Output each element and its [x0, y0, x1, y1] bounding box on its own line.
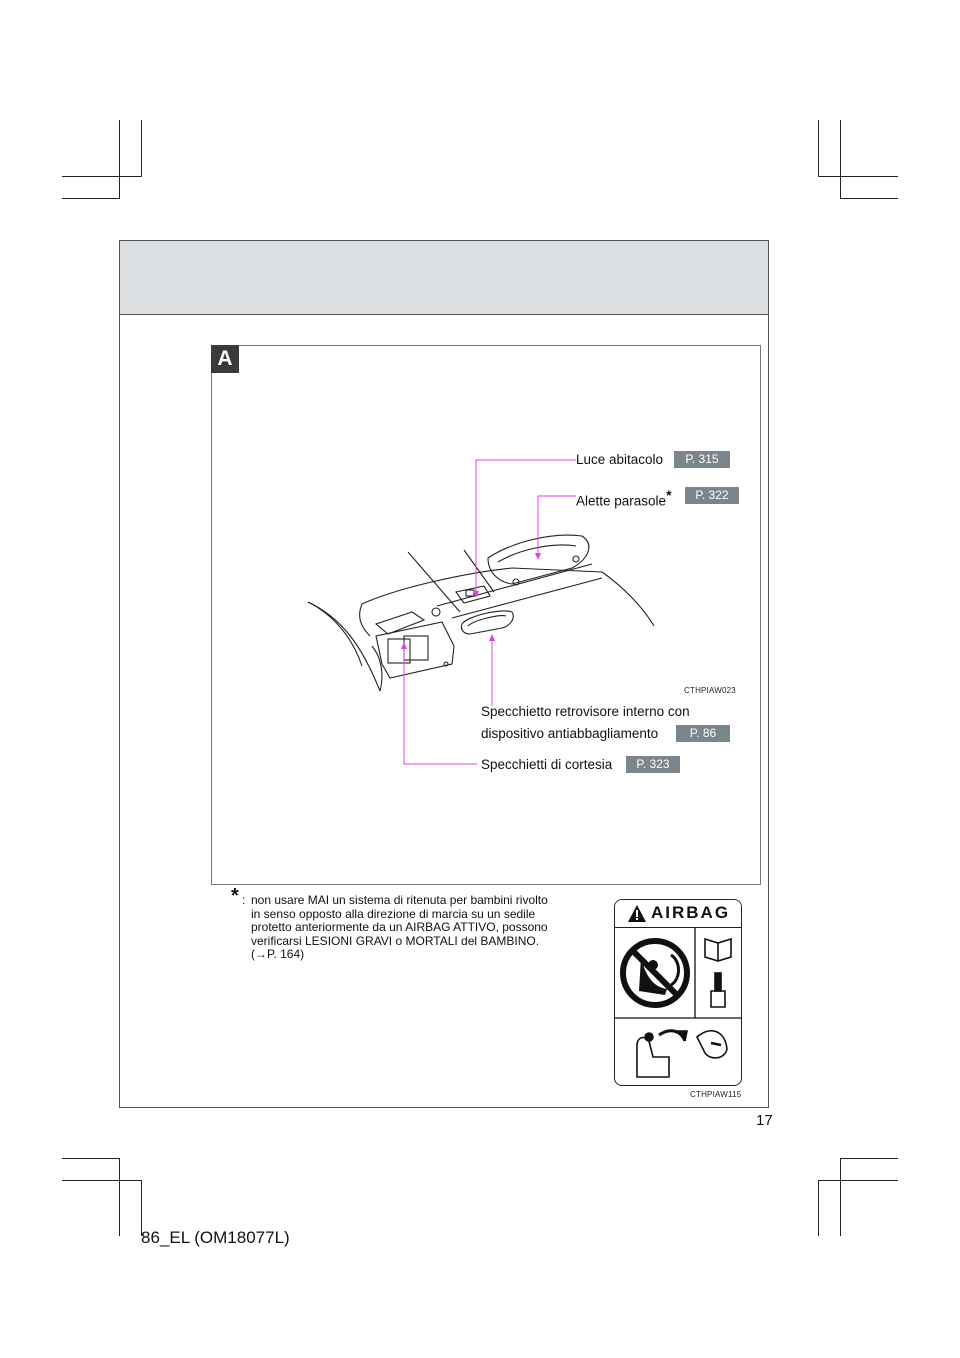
footnote-line: non usare MAI un sistema di ritenuta per bambini rivolto — [251, 893, 548, 907]
airbag-label-header — [615, 900, 741, 928]
seat-airbag-icon — [637, 1031, 727, 1077]
no-child-seat-icon — [623, 941, 687, 1005]
crop-mark — [818, 120, 819, 177]
callout-cortesia-ref[interactable]: P. 323 — [626, 756, 680, 773]
callout-cortesia-label: Specchietti di cortesia — [481, 757, 613, 772]
header-band — [120, 241, 768, 315]
crop-mark — [818, 1180, 898, 1181]
callout-alette-ref[interactable]: P. 322 — [685, 487, 739, 504]
figure-code-interior: CTHPIAW023 — [684, 686, 736, 695]
crop-mark — [818, 1180, 819, 1236]
crop-mark — [119, 120, 120, 198]
crop-mark — [119, 1158, 120, 1236]
airbag-label-pictograms — [615, 927, 741, 1085]
warning-triangle-icon — [627, 904, 647, 923]
crop-mark — [818, 176, 898, 177]
footnote-line: in senso opposto alla direzione di marcia su un sedile — [251, 906, 536, 921]
footnote-line: verificarsi LESIONI GRAVI o MORTALI del BAMBINO. — [251, 933, 540, 948]
crop-mark — [840, 1158, 898, 1159]
crop-mark — [840, 1158, 841, 1236]
footnote-star: * — [231, 885, 239, 907]
interior-illustration — [212, 346, 760, 884]
callout-luce-ref[interactable]: P. 315 — [674, 451, 730, 468]
section-letter: A — [211, 345, 239, 373]
airbag-label-title: AIRBAG — [651, 903, 731, 922]
doc-code: 86_EL (OM18077L) — [141, 1228, 290, 1247]
crop-mark — [141, 120, 142, 177]
crop-mark — [62, 198, 120, 199]
airbag-warning-label — [614, 899, 742, 1086]
callout-alette-label — [576, 487, 672, 509]
callout-specchietto-line1: Specchietto retrovisore interno con — [481, 704, 690, 719]
footnote-line-ref[interactable]: (→P. 164) — [251, 947, 305, 961]
crop-mark — [62, 1180, 142, 1181]
footnote-text — [251, 894, 601, 962]
crop-mark — [62, 176, 142, 177]
crop-mark — [62, 1158, 120, 1159]
manual-book-icon — [705, 939, 731, 1007]
callout-specchietto-ref[interactable]: P. 86 — [676, 725, 730, 742]
callout-luce-label: Luce abitacolo — [576, 452, 664, 467]
crop-mark — [840, 120, 841, 198]
crop-mark — [840, 198, 898, 199]
page-number: 17 — [756, 1112, 773, 1129]
footnote-line: protetto anteriormente da un AIRBAG ATTIVO, possono — [251, 920, 548, 934]
callout-alette-text: Alette parasole — [576, 493, 667, 509]
callout-alette-star: * — [666, 487, 672, 503]
footnote-colon: : — [242, 893, 246, 907]
callout-specchietto-line2: dispositivo antiabbagliamento — [481, 726, 659, 741]
figure-code-airbag: CTHPIAW115 — [690, 1090, 742, 1099]
